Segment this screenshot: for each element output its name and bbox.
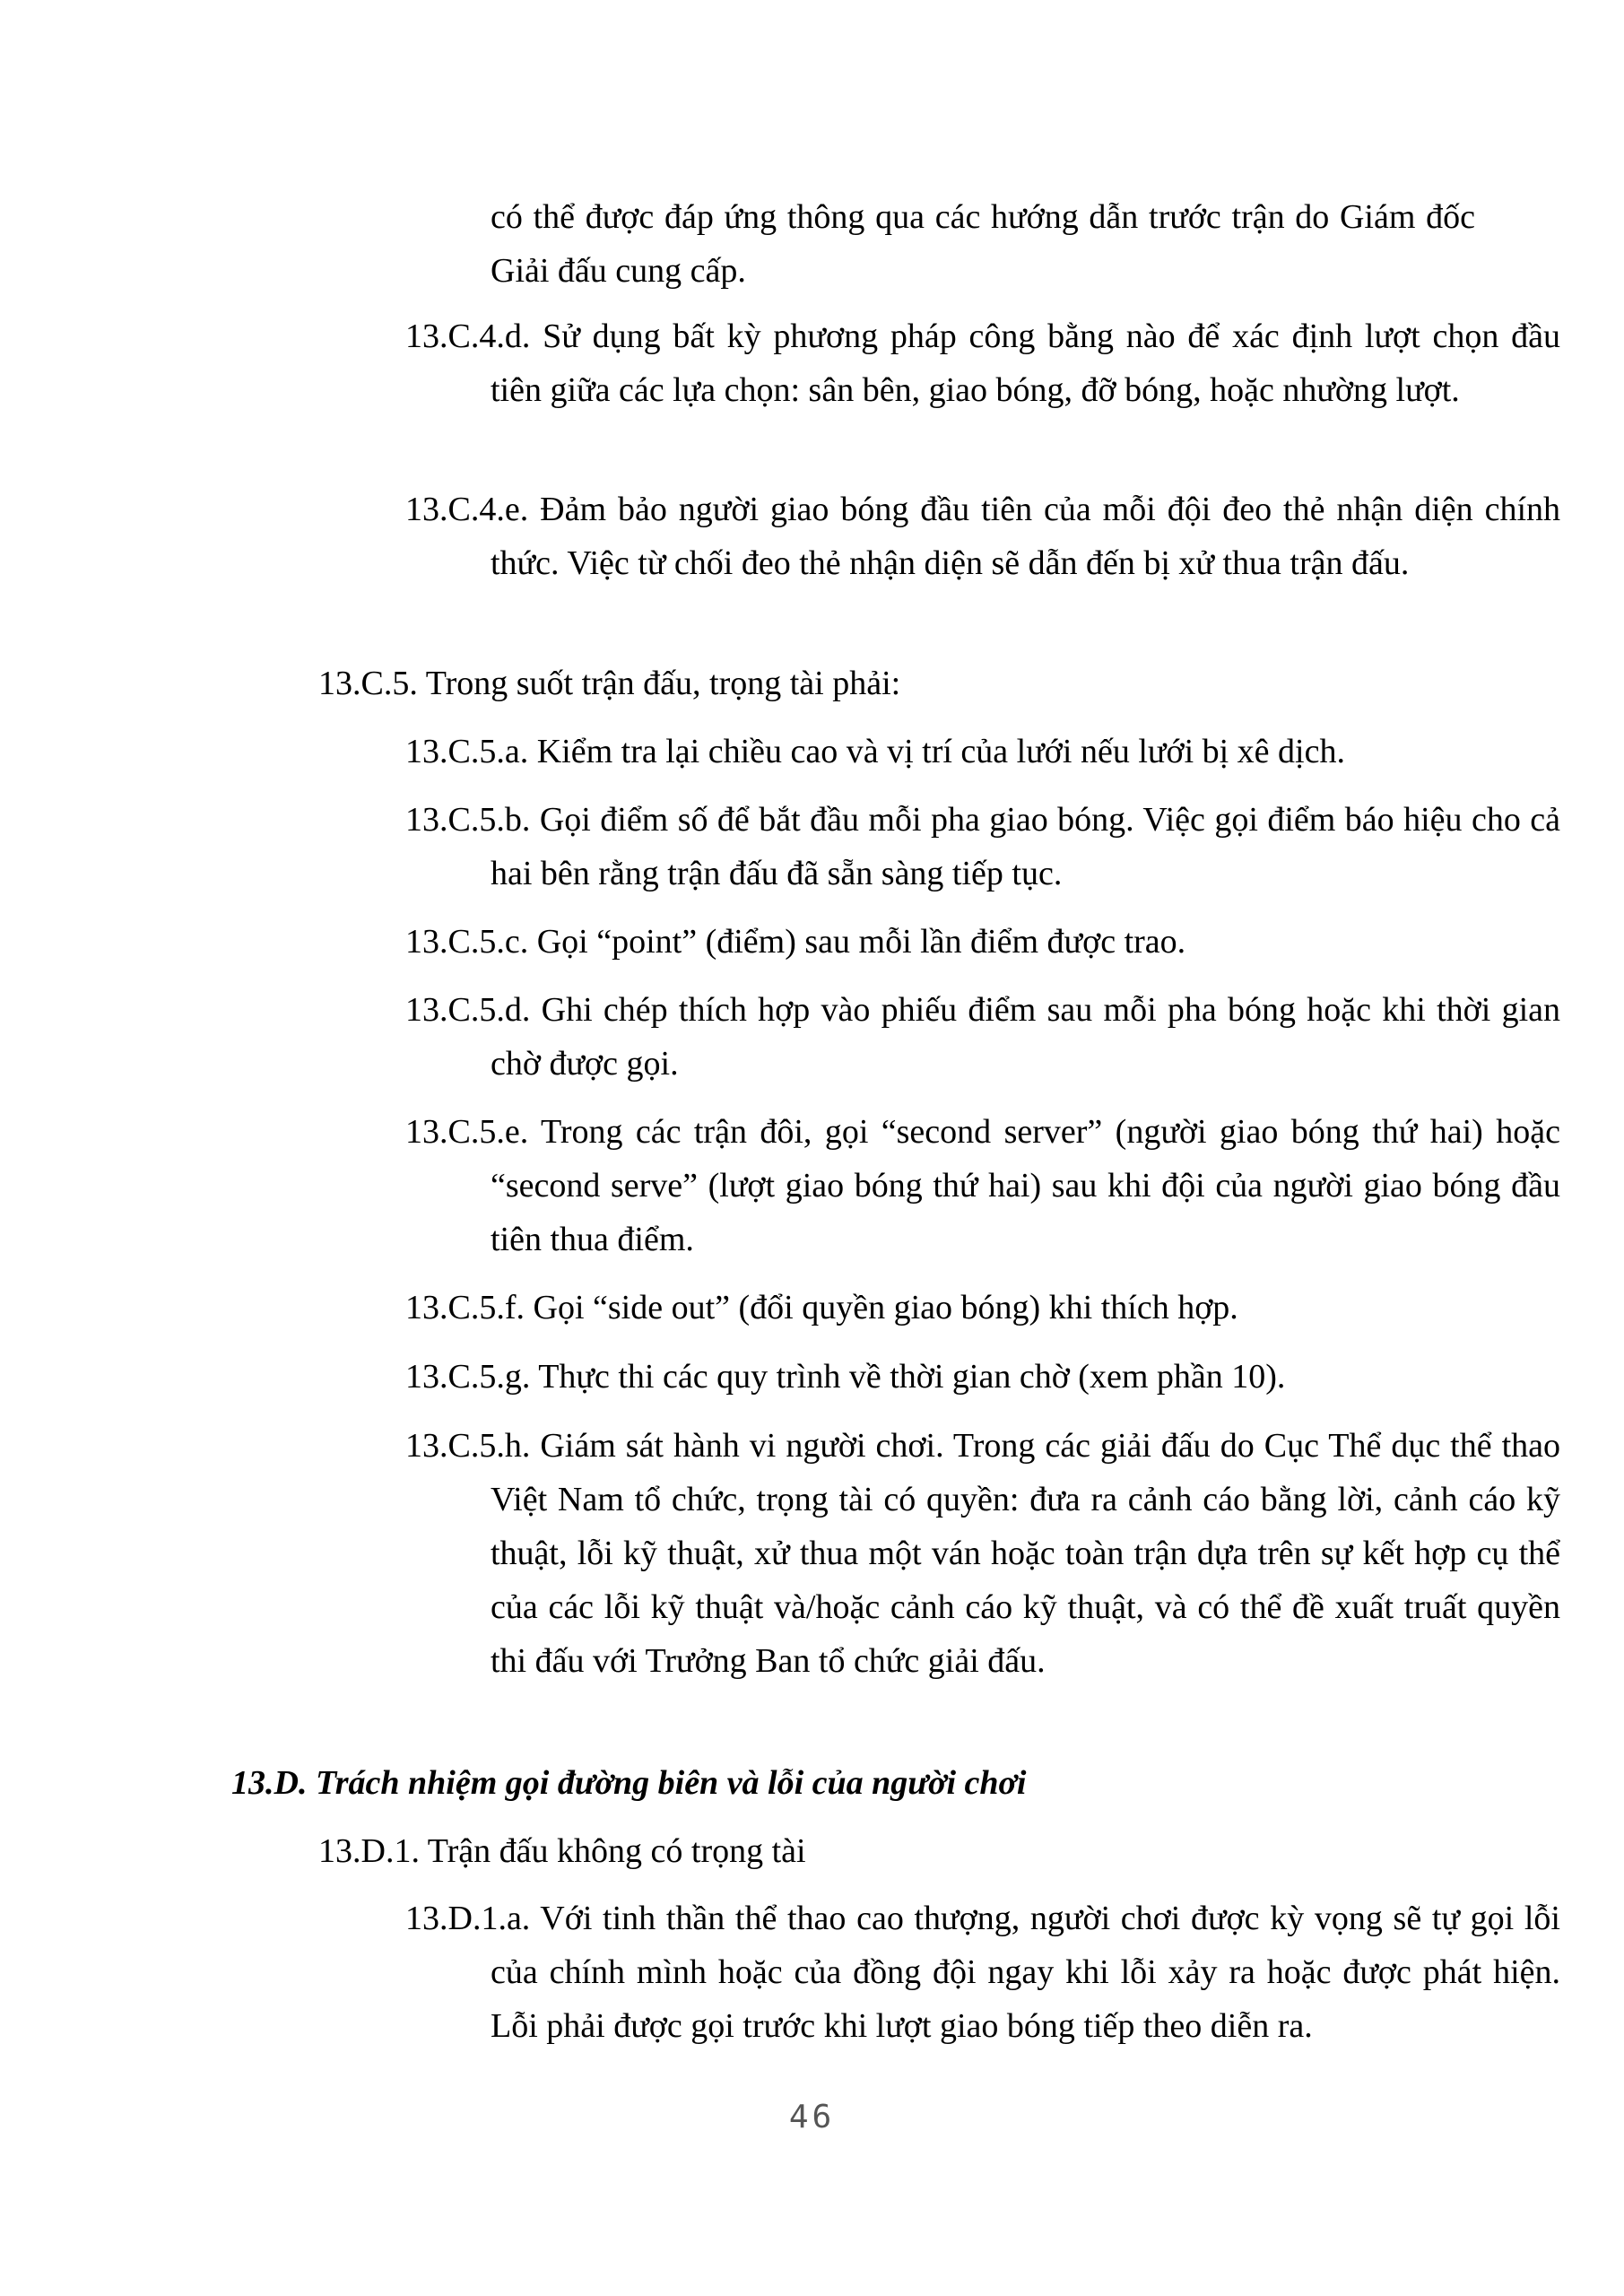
item-text: Giám sát hành vi người chơi. Trong các giải đấu do Cục Thể dục thể thao Việt Nam tổ chức, trọng tài có quyền: đưa ra cảnh cáo bằng lời, cảnh cáo kỹ thuật, lỗi kỹ thuật, xử thua một ván hoặc toàn trận dựa trên sự kết hợp cụ thể của các lỗi kỹ thuật và/hoặc cảnh cáo kỹ thuật, và có thể đề xuất truất quyền thi đấu với Trưởng Ban tổ chức giải đấu. — [491, 1427, 1560, 1680]
item-13-c-4-e — [405, 483, 1560, 590]
item-13-c-4-d — [405, 309, 1560, 417]
page-number: 46 — [788, 2099, 836, 2135]
item-number: 13.C.5.d. — [405, 991, 531, 1029]
item-text: Ghi chép thích hợp vào phiếu điểm sau mỗi pha bóng hoặc khi thời gian chờ được gọi. — [491, 991, 1561, 1083]
item-13-c-5 — [318, 657, 1475, 710]
item-number: 13.C.4.d. — [405, 317, 531, 355]
item-number: 13.C.5. — [318, 665, 418, 702]
item-number: 13.C.5.a. — [405, 733, 529, 770]
item-number: 13.C.4.e. — [405, 491, 529, 528]
item-text: Kiểm tra lại chiều cao và vị trí của lưới nếu lưới bị xê dịch. — [536, 733, 1345, 770]
item-number: 13.C.5.e. — [405, 1113, 529, 1151]
item-text: Thực thi các quy trình về thời gian chờ (xem phần 10). — [538, 1358, 1286, 1396]
item-text: Đảm bảo người giao bóng đầu tiên của mỗi đội đeo thẻ nhận diện chính thức. Việc từ chối đeo thẻ nhận diện sẽ dẫn đến bị xử thua trận đấu. — [491, 491, 1561, 582]
item-text: Trong các trận đôi, gọi “second server” (người giao bóng thứ hai) hoặc “second serve” (lượt giao bóng thứ hai) sau khi đội của người giao bóng đầu tiên thua điểm. — [491, 1113, 1560, 1258]
item-number: 13.C.5.b. — [405, 801, 531, 839]
item-text: Với tinh thần thể thao cao thượng, người chơi được kỳ vọng sẽ tự gọi lỗi của chính mình hoặc của đồng đội ngay khi lỗi xảy ra hoặc được phát hiện. Lỗi phải được gọi trước khi lượt giao bóng tiếp theo diễn ra. — [491, 1900, 1560, 2045]
item-text: Trong suốt trận đấu, trọng tài phải: — [425, 665, 901, 702]
item-13-c-5-d — [405, 983, 1560, 1091]
item-number: 13.C.5.f. — [405, 1289, 525, 1326]
item-text: Gọi “side out” (đổi quyền giao bóng) khi thích hợp. — [533, 1289, 1238, 1326]
item-13-c-5-f — [405, 1281, 1560, 1335]
item-13-c-5-b — [405, 793, 1560, 900]
item-text: Sử dụng bất kỳ phương pháp công bằng nào để xác định lượt chọn đầu tiên giữa các lựa chọn: sân bên, giao bóng, đỡ bóng, hoặc nhường lượt. — [491, 317, 1560, 409]
item-number: 13.C.5.c. — [405, 923, 529, 961]
item-13-c-5-g — [405, 1350, 1560, 1404]
item-number: 13.C.5.g. — [405, 1358, 531, 1396]
item-13-c-5-a — [405, 725, 1560, 778]
item-13-c-5-h — [405, 1419, 1560, 1688]
item-13-c-5-c — [405, 915, 1560, 969]
section-heading: 13.D. Trách nhiệm gọi đường biên và lỗi của người chơi — [231, 1764, 1027, 1802]
item-text: Gọi “point” (điểm) sau mỗi lần điểm được trao. — [536, 923, 1186, 961]
item-number: 13.C.5.h. — [405, 1427, 531, 1465]
item-text: Gọi điểm số để bắt đầu mỗi pha giao bóng. Việc gọi điểm báo hiệu cho cả hai bên rằng trận đấu đã sẵn sàng tiếp tục. — [491, 801, 1560, 892]
item-13-d-1 — [318, 1824, 1475, 1878]
item-13-d-1-a — [405, 1892, 1560, 2053]
item-number: 13.D.1. — [318, 1832, 420, 1870]
item-text: Trận đấu không có trọng tài — [427, 1832, 806, 1870]
continuation-paragraph: có thể được đáp ứng thông qua các hướng dẫn trước trận do Giám đốc Giải đấu cung cấp. — [491, 198, 1475, 290]
item-13-c-5-e — [405, 1105, 1560, 1266]
item-number: 13.D.1.a. — [405, 1900, 531, 1937]
